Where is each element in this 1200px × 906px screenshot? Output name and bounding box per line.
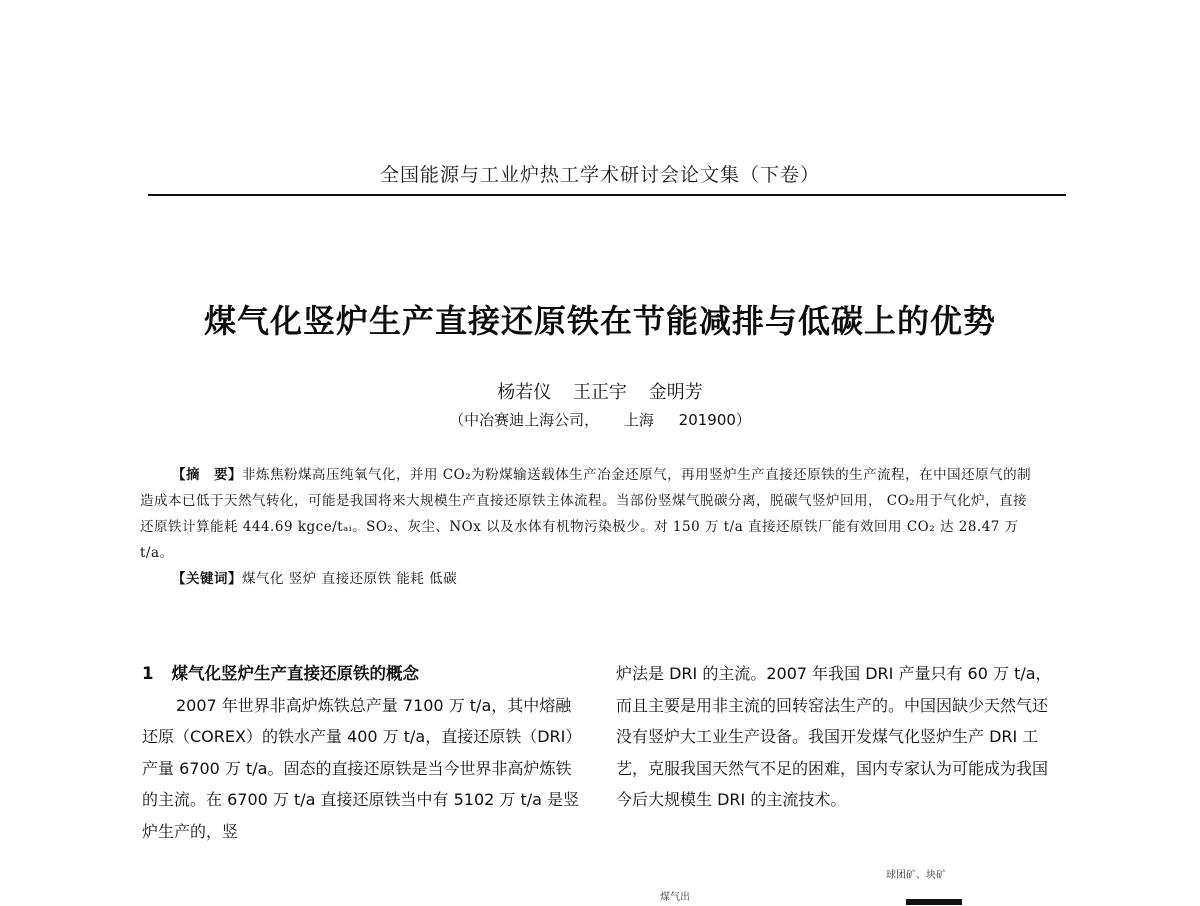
figure-fragment-bar [906,899,962,905]
affiliation-postcode: 201900） [678,411,751,429]
author-name: 杨若仪 [497,382,552,403]
abstract-paragraph [140,462,1040,566]
abstract-label: 【摘 要】 [172,467,242,483]
header-rule [148,194,1066,196]
body-column-left [142,658,582,847]
body-paragraph: 炉法是 DRI 的主流。2007 年我国 DRI 产量只有 60 万 t/a，而且主要是用非主流的回转窑法生产的。中国因缺少天然气还没有竖炉大工业生产设备。我国开发煤气化竖炉生产 DRI 工艺，克服我国天然气不足的困难，国内专家认为可能成为我国今后大规模生 DRI 的主流技术。 [616,664,1052,809]
section-number: 1 [142,664,154,683]
section-heading [142,658,582,690]
affiliation [0,409,1200,430]
author-list [0,378,1200,404]
section-title: 煤气化竖炉生产直接还原铁的概念 [171,664,419,683]
body-paragraph: 2007 年世界非高炉炼铁总产量 7100 万 t/a，其中熔融还原（COREX）的铁水产量 400 万 t/a，直接还原铁（DRI）产量 6700 万 t/a。固态的直接还原铁是当今世界非高炉炼铁的主流。在 6700 万 t/a 直接还原铁当中有 5102 万 t/a 是竖炉生产的，竖 [142,695,582,841]
keywords-text: 煤气化 竖炉 直接还原铁 能耗 低碳 [242,571,458,587]
affiliation-org: （中冶赛迪上海公司， [449,411,600,429]
abstract-block [140,462,1040,592]
figure-label: 煤气出 [660,892,690,903]
affiliation-city: 上海 [623,411,654,429]
keywords-paragraph [140,566,1040,592]
keywords-label: 【关键词】 [172,571,242,587]
author-name: 金明芳 [648,382,703,403]
paper-title: 煤气化竖炉生产直接还原铁在节能减排与低碳上的优势 [203,302,996,340]
body-column-right [616,658,1062,816]
running-header: 全国能源与工业炉热工学术研讨会论文集（下卷） [379,164,820,186]
figure-label: 球团矿、块矿 [886,870,946,881]
abstract-text: 非炼焦粉煤高压纯氧气化，并用 CO₂为粉煤输送载体生产冶金还原气，再用竖炉生产直接还原铁的生产流程，在中国还原气的制造成本已低于天然气转化，可能是我国将来大规模生产直接还原铁主体流程。当部份竖煤气脱碳分离，脱碳气竖炉回用， CO₂用于气化炉，直接还原铁计算能耗 444.69 kgce/tₐᵢ。SO₂、灰尘、NOx 以及水体有机物污染极少。对 150 万 t/a 直接还原铁厂能有效回用 CO₂ 达 28.47 万 t/a。 [140,467,1032,561]
author-name: 王正宇 [573,382,627,403]
